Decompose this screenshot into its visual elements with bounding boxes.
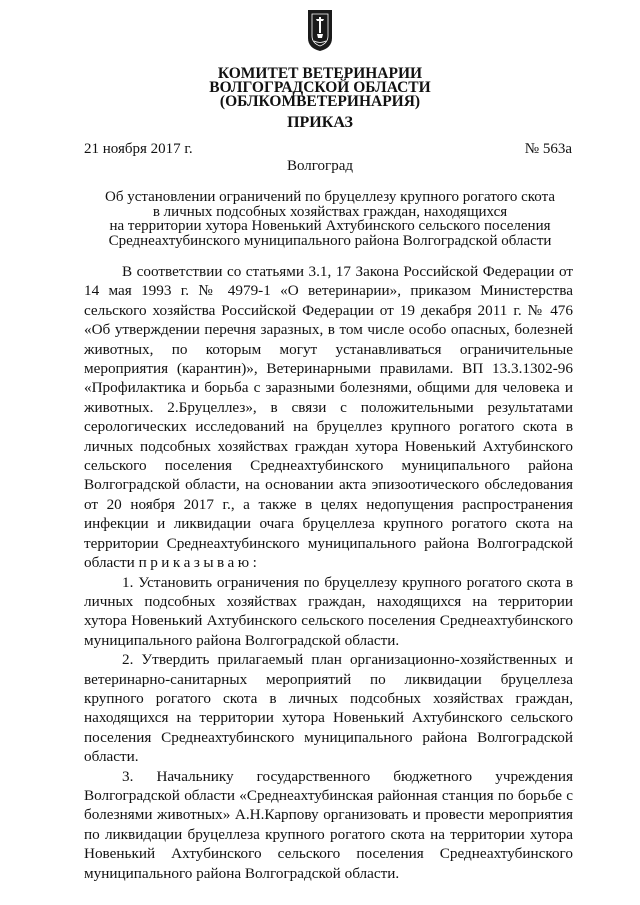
- document-city: Волгоград: [286, 158, 353, 174]
- volgograd-coat-of-arms-icon: [306, 8, 334, 52]
- org-name-line3: (ОБЛКОМВЕТЕРИНАРИЯ): [219, 93, 421, 110]
- order-item-2: 2. Утвердить прилагаемый план организационно-хозяйственных и ветеринарно-санитарных мероприятий по ликвидации бруцеллеза крупного рогатого скота в личных подсобных хозяйствах граждан, находящихся на территории хутора Новенький Ахтубинского сельского поселения Среднеахтубинского муниципального района Волгоградской области.: [84, 651, 573, 766]
- preamble-paragraph: [84, 262, 573, 573]
- order-word: приказываю: [138, 554, 253, 572]
- subject-line: в личных подсобных хозяйствах граждан, находящихся: [152, 203, 508, 220]
- document-type-title: ПРИКАЗ: [287, 114, 353, 131]
- org-name-line2: ВОЛГОГРАДСКОЙ ОБЛАСТИ: [209, 79, 431, 96]
- document-date: 21 ноября 2017 г.: [84, 141, 193, 157]
- document-subject: [80, 190, 580, 248]
- document-body: [84, 262, 573, 883]
- document-number: № 563а: [524, 141, 572, 157]
- org-name-line1: КОМИТЕТ ВЕТЕРИНАРИИ: [217, 65, 423, 82]
- subject-line: Об установлении ограничений по бруцеллезу крупного рогатого скота: [105, 189, 555, 205]
- subject-line: на территории хутора Новенький Ахтубинского сельского поселения: [109, 218, 551, 234]
- order-colon: :: [252, 554, 257, 572]
- preamble-text: В соответствии со статьями 3.1, 17 Закона Российской Федерации от 14 мая 1993 г. № 4979-1 «О ветеринарии», приказом Министерства сельского хозяйства Российской Федерации от 19 декабря 2011 г. № 476 «Об утверждении перечня заразных, в том числе особо опасных, болезней животных, по которым могут устанавливаться ограничительные мероприятия (карантин)», Ветеринарными правилами. ВП 13.3.1302-96 «Профилактика и борьба с заразными болезнями, общими для человека и животных. 2.Бруцеллез», в связи с положительными результатами серологических исследований на бруцеллез крупного рогатого скота в личных подсобных хозяйствах граждан хутора Новенький Ахтубинского сельского поселения Среднеахтубинского муниципального района Волгоградской области, на основании акта эпизоотического обследования от 20 ноября 2017 г., а также в целях недопущения распространения инфекции и ликвидации очага бруцеллеза крупного рогатого скота на территории Среднеахтубинского муниципального района Волгоградской области: [84, 263, 573, 572]
- subject-line: Среднеахтубинского муниципального района Волгоградской области: [108, 232, 552, 249]
- order-item-3: 3. Начальнику государственного бюджетного учреждения Волгоградской области «Среднеахтубинская районная станция по борьбе с болезнями животных» А.Н.Карпову организовать и провести мероприятия по ликвидации бруцеллеза крупного рогатого скота на территории хутора Новенький Ахтубинского сельского поселения Среднеахтубинского муниципального района Волгоградской области.: [84, 767, 573, 882]
- order-item-1: 1. Установить ограничения по бруцеллезу крупного рогатого скота в личных подсобных хозяйствах граждан, находящихся на территории хутора Новенький Ахтубинского сельского поселения Среднеахтубинского муниципального района Волгоградской области.: [84, 573, 573, 649]
